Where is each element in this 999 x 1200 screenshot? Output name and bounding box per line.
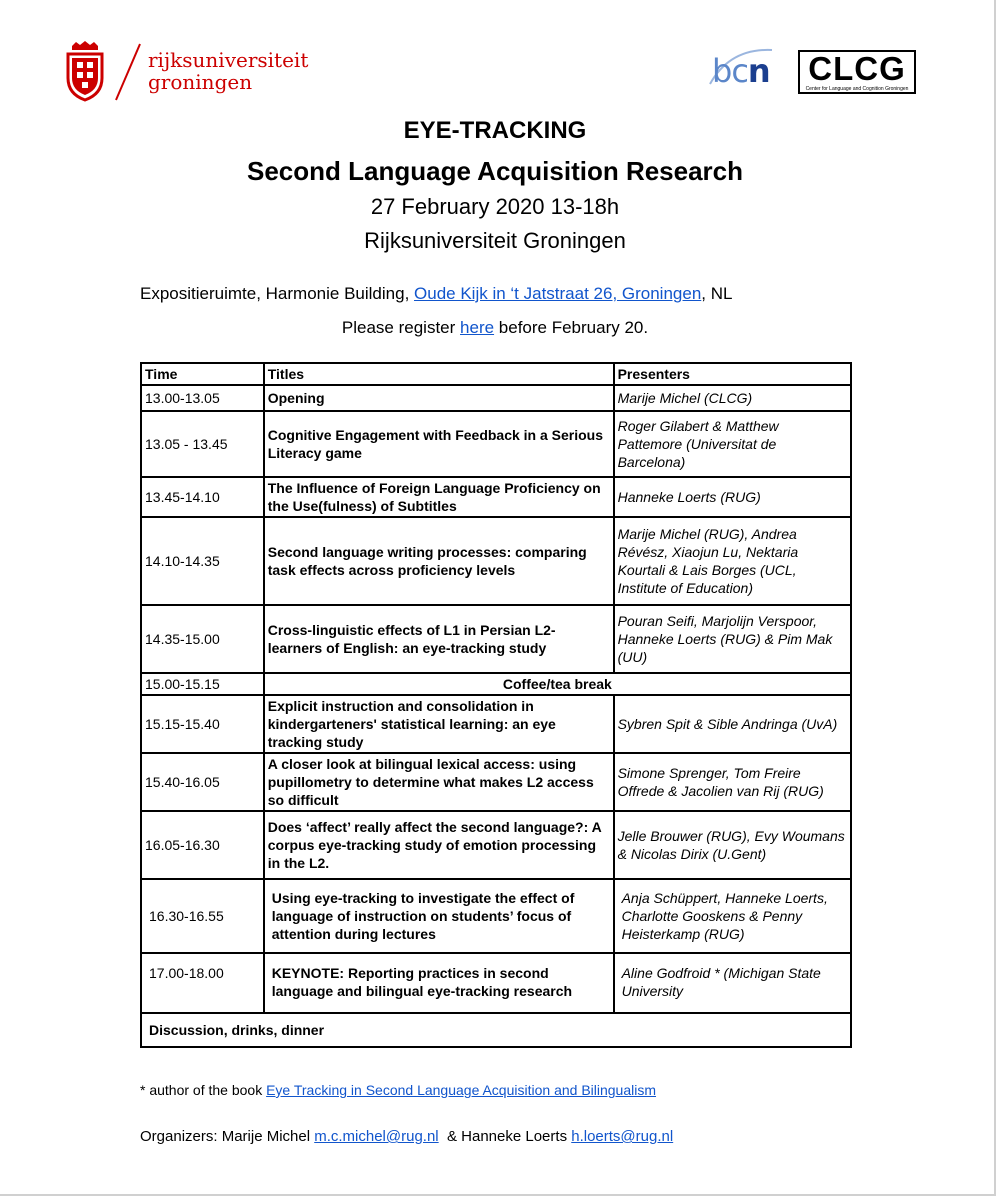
table-row [141,879,851,953]
row-title: Does ‘affect’ really affect the second language?: A corpus eye-tracking study of emotion processing in the L2. [264,811,614,879]
bcn-logo-text: bc [712,52,748,90]
clcg-tagline: Center for Language and Cognition Groningen [805,86,909,92]
organizers-line [140,1128,673,1145]
row-presenters: Aline Godfroid * (Michigan State University [614,953,851,1013]
venue-line [140,284,732,304]
schedule-table [140,362,852,1048]
row-title: Second language writing processes: comparing task effects across proficiency levels [264,517,614,605]
row-time: 15.40-16.05 [141,753,264,811]
row-time: 14.35-15.00 [141,605,264,673]
organizers-prefix: Organizers: Marije Michel [140,1128,315,1145]
table-row-break [141,673,851,695]
row-time: 16.05-16.30 [141,811,264,879]
title-block [0,115,990,257]
footnote [140,1082,656,1098]
row-title: The Influence of Foreign Language Proficiency on the Use(fulness) of Subtitles [264,477,614,517]
row-time: 16.30-16.55 [141,879,264,953]
row-presenters: Anja Schüppert, Hanneke Loerts, Charlotte Gooskens & Penny Heisterkamp (RUG) [614,879,851,953]
row-time: 14.10-14.35 [141,517,264,605]
table-row [141,517,851,605]
rug-slash-icon [112,40,142,102]
row-presenters: Pouran Seifi, Marjolijn Verspoor, Hanneke Loerts (RUG) & Pim Mak (UU) [614,605,851,673]
row-presenters: Marije Michel (RUG), Andrea Révész, Xiaojun Lu, Nektaria Kourtali & Lais Borges (UCL, Institute of Education) [614,517,851,605]
bcn-logo [712,52,770,90]
venue-suffix: , NL [701,284,733,303]
register-link[interactable]: here [460,318,495,337]
row-title: Cognitive Engagement with Feedback in a Serious Literacy game [264,411,614,477]
title-line2: Second Language Acquisition Research [246,156,744,186]
footnote-prefix: * author of the book [140,1082,267,1098]
table-row [141,753,851,811]
register-prefix: Please register [341,318,461,337]
row-presenters: Roger Gilabert & Matthew Pattemore (Universitat de Barcelona) [614,411,851,477]
organizers-middle: & Hanneke Loerts [438,1128,572,1145]
row-presenters: Jelle Brouwer (RUG), Evy Woumans & Nicolas Dirix (U.Gent) [614,811,851,879]
table-row-final [141,1013,851,1047]
clcg-logo-text: CLCG [808,50,906,87]
row-presenters: Hanneke Loerts (RUG) [614,477,851,517]
register-suffix: before February 20. [494,318,649,337]
table-row [141,411,851,477]
register-line [0,318,990,338]
row-title: KEYNOTE: Reporting practices in second language and bilingual eye-tracking research [264,953,614,1013]
break-label: Coffee/tea break [264,673,851,695]
row-time: 15.15-15.40 [141,695,264,753]
row-presenters: Simone Sprenger, Tom Freire Offrede & Jacolien van Rij (RUG) [614,753,851,811]
table-row [141,605,851,673]
email-link-michel[interactable]: m.c.michel@rug.nl [314,1128,439,1145]
rug-logo-line2: groningen [148,70,253,94]
table-row [141,695,851,753]
row-time: 15.00-15.15 [141,673,264,695]
final-row-label: Discussion, drinks, dinner [141,1013,851,1047]
header-titles: Titles [264,363,614,385]
rug-logo [62,40,312,105]
row-time: 13.05 - 13.45 [141,411,264,477]
venue-address-link[interactable]: Oude Kijk in ‘t Jatstraat 26, Groningen [414,284,702,303]
row-presenters: Sybren Spit & Sible Andringa (UvA) [614,695,851,753]
row-title: Opening [264,385,614,411]
row-presenters: Marije Michel (CLCG) [614,385,851,411]
bcn-logo-n: n [747,52,770,90]
date-line: 27 February 2020 13-18h [370,194,620,219]
row-title: Cross-linguistic effects of L1 in Persian L2-learners of English: an eye-tracking study [264,605,614,673]
table-row [141,811,851,879]
book-link[interactable]: Eye Tracking in Second Language Acquisition and Bilingualism [266,1082,657,1098]
row-time: 13.00-13.05 [141,385,264,411]
table-row [141,385,851,411]
venue-prefix: Expositieruimte, Harmonie Building, [140,284,415,303]
row-title: A closer look at bilingual lexical access: using pupillometry to determine what makes L2 access so difficult [264,753,614,811]
table-row [141,953,851,1013]
table-header-row [141,363,851,385]
institution-line: Rijksuniversiteit Groningen [364,228,626,253]
header-presenters: Presenters [614,363,851,385]
row-title: Using eye-tracking to investigate the effect of language of instruction on students’ focus of attention during lectures [264,879,614,953]
title-line1: EYE-TRACKING [403,117,587,144]
header-time: Time [141,363,264,385]
rug-logo-line1: rijksuniversiteit [148,48,309,72]
row-time: 17.00-18.00 [141,953,264,1013]
row-time: 13.45-14.10 [141,477,264,517]
email-link-loerts[interactable]: h.loerts@rug.nl [571,1128,674,1145]
table-row [141,477,851,517]
rug-crest-icon [62,40,108,102]
row-title: Explicit instruction and consolidation in kindergarteners' statistical learning: an eye tracking study [264,695,614,753]
clcg-logo [798,50,916,94]
